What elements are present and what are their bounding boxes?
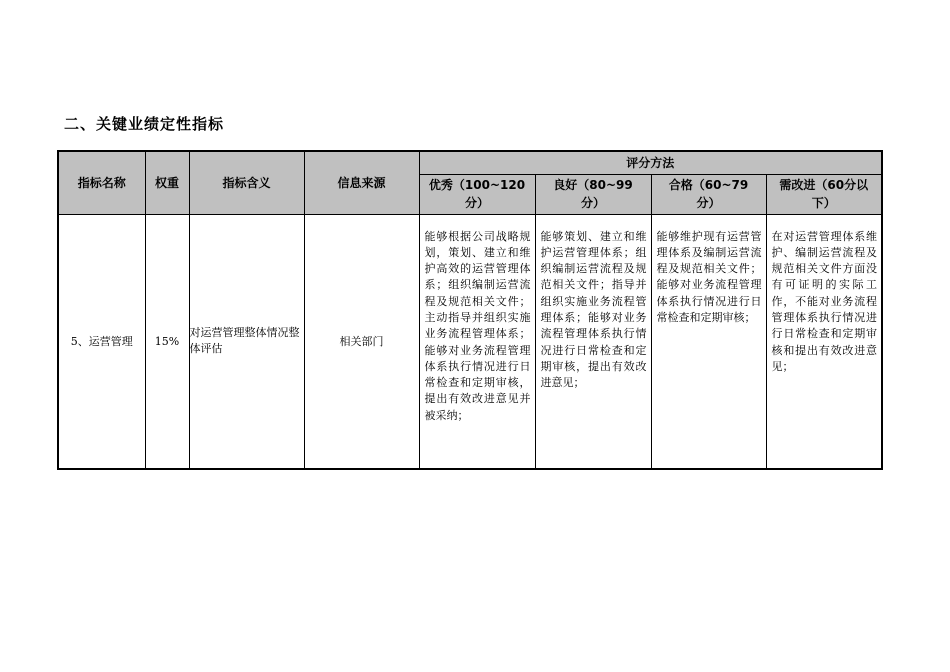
score-pass: 能够维护现有运营管理体系及编制运营流程及规范相关文件；能够对业务流程管理体系执行情况进行日常检查和定期审核； xyxy=(651,214,766,469)
header-name: 指标名称 xyxy=(58,151,145,214)
table-row xyxy=(58,214,882,469)
header-pass: 合格（60~79分） xyxy=(651,174,766,214)
header-weight: 权重 xyxy=(145,151,189,214)
header-good: 良好（80~99分） xyxy=(535,174,651,214)
kpi-table xyxy=(57,150,883,470)
indicator-source: 相关部门 xyxy=(304,214,419,469)
header-excellent: 优秀（100~120分） xyxy=(419,174,535,214)
indicator-meaning: 对运营管理整体情况整体评估 xyxy=(189,214,304,469)
score-good: 能够策划、建立和维护运营管理体系；组织编制运营流程及规范相关文件；指导并组织实施业务流程管理体系；能够对业务流程管理体系执行情况进行日常检查和定期审核，提出有效改进意见； xyxy=(535,214,651,469)
score-improve: 在对运营管理体系维护、编制运营流程及规范相关文件方面没有可证明的实际工作，不能对业务流程管理体系执行情况进行日常检查和定期审核和提出有效改进意见； xyxy=(766,214,882,469)
score-excellent: 能够根据公司战略规划，策划、建立和维护高效的运营管理体系；组织编制运营流程及规范相关文件；主动指导并组织实施业务流程管理体系；能够对业务流程管理体系执行情况进行日常检查和定期审核，提出有效改进意见并被采纳； xyxy=(419,214,535,469)
header-meaning: 指标含义 xyxy=(189,151,304,214)
section-title: 二、关键业绩定性指标 xyxy=(64,115,225,133)
header-improve: 需改进（60分以下） xyxy=(766,174,882,214)
header-scoring-method: 评分方法 xyxy=(419,151,882,174)
header-source: 信息来源 xyxy=(304,151,419,214)
indicator-weight: 15% xyxy=(145,214,189,469)
indicator-name: 5、运营管理 xyxy=(58,214,145,469)
